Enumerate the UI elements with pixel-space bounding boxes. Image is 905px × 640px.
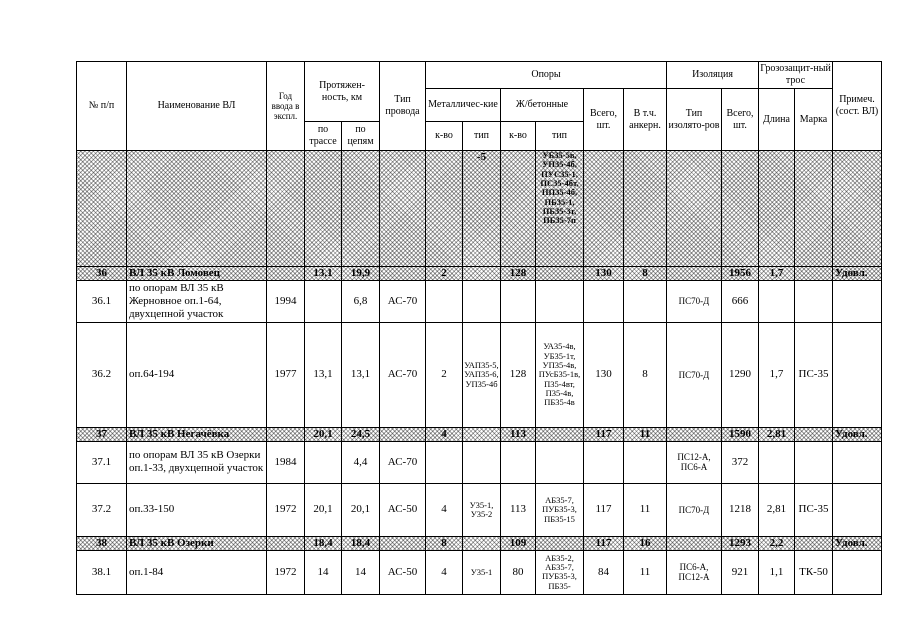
cell-note (833, 322, 882, 427)
cell-c-type (536, 427, 584, 441)
cell-total: 117 (584, 483, 624, 536)
cell-c-count (501, 280, 536, 322)
header-ground-length: Длина (759, 89, 795, 151)
cell-total (584, 441, 624, 483)
cell-num: 38.1 (77, 550, 127, 594)
cell-ins-total: 921 (722, 550, 759, 594)
cell-circuits: 20,1 (342, 483, 380, 536)
cell-year: 1994 (267, 280, 305, 322)
cell-year: 1972 (267, 483, 305, 536)
lines-table-container (76, 61, 882, 595)
cell-ins-type: ПС70-Д (667, 280, 722, 322)
cell-circuits: 6,8 (342, 280, 380, 322)
cell-wire: АС-70 (380, 322, 426, 427)
cell-num: 37.2 (77, 483, 127, 536)
header-name: Наименование ВЛ (127, 62, 267, 151)
cell-circuits: 4,4 (342, 441, 380, 483)
cell-ins-type: ПС12-А, ПС6-А (667, 441, 722, 483)
cell-num: 38 (77, 536, 127, 550)
cell-anchor: 11 (624, 427, 667, 441)
cell-ins-type (667, 267, 722, 281)
cell-wire (380, 427, 426, 441)
cell-ins-type (667, 427, 722, 441)
cell-g-mark: ПС-35 (795, 483, 833, 536)
cell-total: 84 (584, 550, 624, 594)
cell-c-count: 128 (501, 322, 536, 427)
cell-g-len: 2,2 (759, 536, 795, 550)
cell-wire (380, 267, 426, 281)
header-length: Протяжен-ность, км (305, 62, 380, 122)
cell-c-type: АБ35-2, АБ35-7, ПУБ35-3, ПБ35- (536, 550, 584, 594)
cell-m-type (463, 427, 501, 441)
cell-name: по опорам ВЛ 35 кВ Жерновное оп.1-64, двухцепной участок (127, 280, 267, 322)
cell-g-mark: ТК-50 (795, 550, 833, 594)
cell-m-type: УАП35-5, УАП35-6, УП35-4б (463, 322, 501, 427)
cell-c-count: 113 (501, 483, 536, 536)
table-row (77, 441, 882, 483)
cell-c-count: 128 (501, 267, 536, 281)
cell-year: 1977 (267, 322, 305, 427)
cell-route (305, 280, 342, 322)
cell-ins-total: 1956 (722, 267, 759, 281)
header-concrete: Ж/бетонные (501, 89, 584, 122)
cell-m-count: 2 (426, 267, 463, 281)
cell-ins-total: 1290 (722, 322, 759, 427)
cell-g-mark (795, 536, 833, 550)
header-supports: Опоры (426, 62, 667, 89)
cell-g-len: 2,81 (759, 427, 795, 441)
cell-num: 37 (77, 427, 127, 441)
cell-note (833, 483, 882, 536)
summary-row (77, 267, 882, 281)
cell-m-count (426, 441, 463, 483)
cell-anchor: 11 (624, 550, 667, 594)
cell-num: 36.1 (77, 280, 127, 322)
cell-anchor: 11 (624, 483, 667, 536)
cell-m-type (463, 536, 501, 550)
cell-g-len: 1,1 (759, 550, 795, 594)
cell-note: Удовл. (833, 427, 882, 441)
cell-m-count: 4 (426, 427, 463, 441)
continuation-concrete-type: УБ35-5в, УП35-4б, ПУС35-1, ПС35-4бт, ПП35-4б, ПБ35-1, ПБ35-3т, ПБ35-7п (536, 151, 584, 267)
cell-ins-total: 372 (722, 441, 759, 483)
cell-route: 13,1 (305, 267, 342, 281)
cell-m-count (426, 280, 463, 322)
cell-note (833, 550, 882, 594)
cell-g-mark (795, 427, 833, 441)
cell-circuits: 13,1 (342, 322, 380, 427)
cell-c-count: 80 (501, 550, 536, 594)
cell-wire: АС-70 (380, 441, 426, 483)
cell-name: оп.33-150 (127, 483, 267, 536)
header-length-circuits: по цепям (342, 122, 380, 151)
cell-m-count: 4 (426, 550, 463, 594)
cell-m-type: У35-1 (463, 550, 501, 594)
cell-total: 117 (584, 536, 624, 550)
cell-note: Удовл. (833, 267, 882, 281)
cell-anchor: 8 (624, 267, 667, 281)
header-wire: Тип провода (380, 62, 426, 151)
cell-year: 1972 (267, 550, 305, 594)
cell-year (267, 536, 305, 550)
header-ins-type: Тип изолято-ров (667, 89, 722, 151)
cell-ins-total: 1590 (722, 427, 759, 441)
cell-total: 130 (584, 267, 624, 281)
cell-num: 37.1 (77, 441, 127, 483)
cell-c-type: АБ35-7, ПУБ35-3, ПБ35-15 (536, 483, 584, 536)
cell-ins-type (667, 536, 722, 550)
cell-year: 1984 (267, 441, 305, 483)
cell-ins-type: ПС70-Д (667, 483, 722, 536)
cell-total (584, 280, 624, 322)
header-note: Примеч. (сост. ВЛ) (833, 62, 882, 151)
cell-num: 36 (77, 267, 127, 281)
cell-c-count (501, 441, 536, 483)
cell-m-type (463, 441, 501, 483)
cell-route: 20,1 (305, 427, 342, 441)
header-year: Год ввода в экспл. (267, 62, 305, 151)
cell-m-type (463, 267, 501, 281)
cell-total: 117 (584, 427, 624, 441)
header-length-route: по трассе (305, 122, 342, 151)
cell-note (833, 441, 882, 483)
cell-note (833, 280, 882, 322)
cell-m-type (463, 280, 501, 322)
cell-name: оп.64-194 (127, 322, 267, 427)
cell-wire: АС-50 (380, 483, 426, 536)
cell-name: ВЛ 35 кВ Озерки (127, 536, 267, 550)
cell-g-len (759, 441, 795, 483)
cell-anchor: 8 (624, 322, 667, 427)
cell-total: 130 (584, 322, 624, 427)
cell-ins-type: ПС70-Д (667, 322, 722, 427)
cell-circuits: 14 (342, 550, 380, 594)
cell-c-count: 109 (501, 536, 536, 550)
cell-route: 18,4 (305, 536, 342, 550)
continuation-metal-type: -5 (463, 151, 501, 267)
header-concrete-count: к-во (501, 122, 536, 151)
cell-year (267, 427, 305, 441)
cell-ins-total: 1293 (722, 536, 759, 550)
cell-m-count: 4 (426, 483, 463, 536)
power-lines-table (76, 61, 882, 595)
cell-name: ВЛ 35 кВ Ломовец (127, 267, 267, 281)
cell-route: 13,1 (305, 322, 342, 427)
cell-g-mark (795, 267, 833, 281)
table-row (77, 322, 882, 427)
cell-g-mark: ПС-35 (795, 322, 833, 427)
table-row (77, 550, 882, 594)
cell-anchor (624, 280, 667, 322)
cell-m-count: 8 (426, 536, 463, 550)
header-ground-wire: Грозозащит-ный трос (759, 62, 833, 89)
cell-route: 20,1 (305, 483, 342, 536)
cell-circuits: 19,9 (342, 267, 380, 281)
cell-route: 14 (305, 550, 342, 594)
cell-m-count: 2 (426, 322, 463, 427)
cell-name: по опорам ВЛ 35 кВ Озерки оп.1-33, двухцепной участок (127, 441, 267, 483)
header-ground-mark: Марка (795, 89, 833, 151)
continuation-row (77, 151, 882, 267)
cell-wire: АС-50 (380, 550, 426, 594)
cell-c-count: 113 (501, 427, 536, 441)
header-insulation: Изоляция (667, 62, 759, 89)
cell-ins-total: 666 (722, 280, 759, 322)
summary-row (77, 427, 882, 441)
cell-route (305, 441, 342, 483)
cell-g-len: 1,7 (759, 267, 795, 281)
cell-c-type (536, 280, 584, 322)
cell-wire (380, 536, 426, 550)
header-concrete-type: тип (536, 122, 584, 151)
cell-year (267, 267, 305, 281)
cell-ins-type: ПС6-А, ПС12-А (667, 550, 722, 594)
cell-circuits: 18,4 (342, 536, 380, 550)
cell-g-len (759, 280, 795, 322)
header-num: № п/п (77, 62, 127, 151)
table-row (77, 280, 882, 322)
cell-c-type (536, 536, 584, 550)
cell-name: оп.1-84 (127, 550, 267, 594)
cell-c-type (536, 441, 584, 483)
cell-anchor: 16 (624, 536, 667, 550)
header-total: Всего, шт. (584, 89, 624, 151)
cell-name: ВЛ 35 кВ Негачёвка (127, 427, 267, 441)
header-metal: Металличес-кие (426, 89, 501, 122)
header-metal-count: к-во (426, 122, 463, 151)
table-row (77, 483, 882, 536)
header-metal-type: тип (463, 122, 501, 151)
cell-g-mark (795, 280, 833, 322)
cell-ins-total: 1218 (722, 483, 759, 536)
cell-g-len: 2,81 (759, 483, 795, 536)
header-anchor: В т.ч. анкерн. (624, 89, 667, 151)
cell-anchor (624, 441, 667, 483)
cell-num: 36.2 (77, 322, 127, 427)
summary-row (77, 536, 882, 550)
cell-wire: АС-70 (380, 280, 426, 322)
cell-note: Удовл. (833, 536, 882, 550)
cell-circuits: 24,5 (342, 427, 380, 441)
cell-g-mark (795, 441, 833, 483)
cell-g-len: 1,7 (759, 322, 795, 427)
cell-c-type: УА35-4в, УБ35-1т, УП35-4в, ПУсБ35-1в, П35-4вт, П35-4в, ПБ35-4в (536, 322, 584, 427)
cell-c-type (536, 267, 584, 281)
cell-m-type: У35-1, У35-2 (463, 483, 501, 536)
header-ins-total: Всего, шт. (722, 89, 759, 151)
